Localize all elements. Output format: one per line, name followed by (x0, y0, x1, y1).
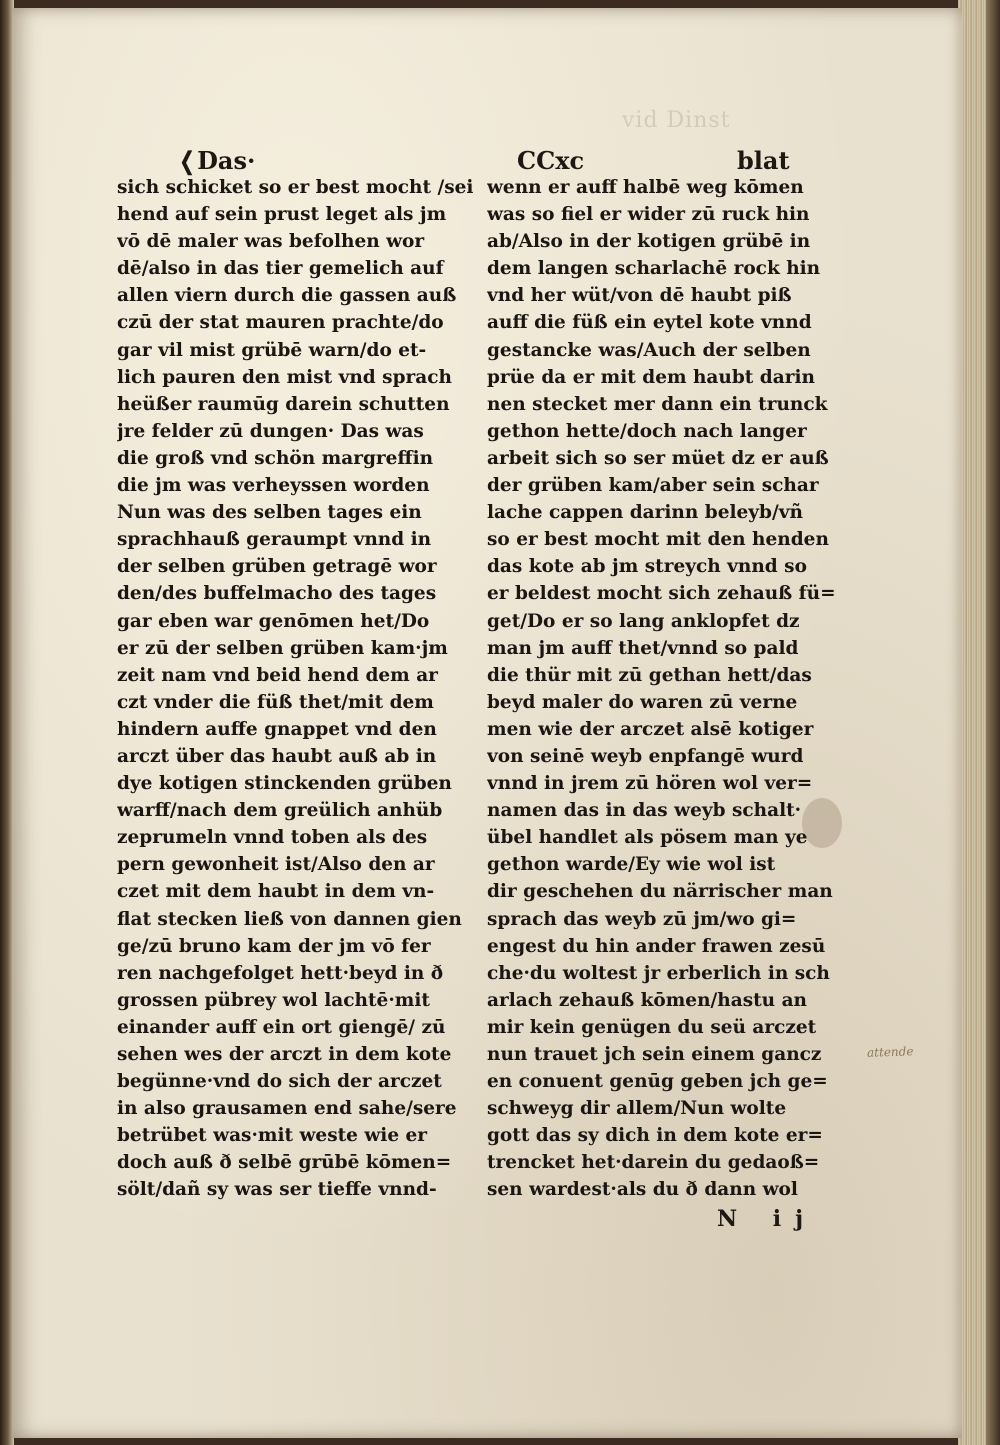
right-text-column (487, 174, 837, 1204)
text-line: arlach zehauß kōmen/hastu an (487, 989, 808, 1011)
text-line: mir kein genügen du seü arczet (487, 1016, 817, 1038)
marginal-note: attende (866, 1044, 914, 1060)
text-line: beyd maler do waren zū verne (487, 691, 798, 713)
text-line: vnnd in jrem zū hören wol ver= (487, 773, 813, 795)
text-line: sprachhauß geraumpt vnnd in (117, 529, 432, 551)
text-line: dē/also in das tier gemelich auf (117, 258, 444, 280)
text-line: der grüben kam/aber sein schar (487, 475, 819, 497)
text-line: in also grausamen end sahe/sere (117, 1098, 457, 1120)
text-line: der selben grüben getragē wor (117, 556, 437, 578)
text-line: hend auf sein prust leget als jm (117, 204, 447, 226)
text-line: doch auß ð selbē grūbē kōmen= (117, 1152, 452, 1174)
text-line: jre felder zū dungen· Das was (117, 420, 424, 442)
page-edges (958, 0, 1000, 1445)
text-line: schweyg dir allem/Nun wolte (487, 1098, 787, 1120)
text-line: heüßer raumūg darein schutten (117, 393, 450, 415)
text-line: gethon hette/doch nach langer (487, 420, 807, 442)
text-line: flat stecken ließ von dannen gien (117, 908, 462, 930)
text-line: dye kotigen stinckenden grüben (117, 773, 452, 795)
text-line: men wie der arczet alsē kotiger (487, 718, 814, 740)
text-line: sprach das weyb zū jm/wo gi= (487, 908, 797, 930)
text-line: gar vil mist grübē warn/do et- (117, 339, 427, 361)
text-line: zeit nam vnd beid hend dem ar (117, 664, 438, 686)
text-line: arczt über das haubt auß ab in (117, 745, 437, 767)
text-line: arbeit sich so ser müet dz er auß (487, 447, 829, 469)
signature-mark: N ij (717, 1206, 818, 1232)
text-line: begünne·vnd do sich der arczet (117, 1071, 442, 1093)
text-line: sich schicket so er best mocht /sei (117, 177, 474, 198)
text-line: übel handlet als pösem man ye (487, 827, 808, 849)
text-line: ren nachgefolget hett·beyd in ð (117, 962, 444, 984)
text-line: grossen pübrey wol lachtē·mit (117, 989, 430, 1011)
paper-stain (802, 798, 842, 848)
text-line: ge/zū bruno kam der jm vō fer (117, 935, 431, 957)
text-line: Nun was des selben tages ein (117, 502, 422, 524)
text-line: gestancke was/Auch der selben (487, 339, 811, 361)
text-line: lich pauren den mist vnd sprach (117, 366, 452, 388)
text-line: vnd her wüt/von dē haubt piß (487, 285, 792, 307)
text-line: ab/Also in der kotigen grübē in (487, 231, 811, 253)
text-line: gar eben war genōmen het/Do (117, 610, 430, 632)
text-line: nen stecket mer dann ein trunck (487, 393, 828, 415)
left-text-column (117, 174, 479, 1204)
text-line: gott das sy dich in dem kote er= (487, 1125, 823, 1147)
text-line: vō dē maler was befolhen wor (117, 231, 425, 253)
text-line: prüe da er mit dem haubt darin (487, 366, 815, 388)
text-line: namen das in das weyb schalt· (487, 800, 802, 822)
text-line: er beldest mocht sich zehauß fü= (487, 583, 836, 605)
text-line: wenn er auff halbē weg kōmen (487, 177, 804, 198)
text-line: einander auff ein ort giengē/ zū (117, 1016, 446, 1038)
text-line: die jm was verheyssen worden (117, 475, 430, 497)
header-section-mark: ❬Das· (177, 146, 256, 175)
text-line: dir geschehen du närrischer man (487, 881, 833, 903)
text-line: den/des buffelmacho des tages (117, 583, 437, 605)
text-line: lache cappen darinn beleyb/vñ (487, 502, 803, 524)
text-line: so er best mocht mit den henden (487, 529, 829, 551)
text-line: czt vnder die füß thet/mit dem (117, 691, 434, 713)
text-line: das kote ab jm streych vnnd so (487, 556, 807, 578)
text-line: die thür mit zū gethan hett/das (487, 664, 812, 686)
text-line: zeprumeln vnnd toben als des (117, 827, 428, 849)
text-line: engest du hin ander frawen zesū (487, 935, 826, 957)
text-line: czet mit dem haubt in dem vn- (117, 881, 435, 903)
text-line: nun trauet jch sein einem gancz (487, 1044, 822, 1065)
text-line: dem langen scharlachē rock hin (487, 258, 821, 280)
text-line: en conuent genūg geben jch ge= (487, 1071, 828, 1093)
text-line: was so fiel er wider zū ruck hin (487, 204, 810, 226)
book-page (12, 8, 962, 1438)
text-line: auff die füß ein eytel kote vnnd (487, 312, 812, 334)
header-folio-number: CCxc (517, 146, 585, 175)
text-line: che·du woltest jr erberlich in sch (487, 962, 830, 984)
text-line: gethon warde/Ey wie wol ist (487, 854, 776, 876)
text-line: get/Do er so lang anklopfet dz (487, 610, 800, 632)
text-line: pern gewonheit ist/Also den ar (117, 854, 435, 876)
text-line: betrübet was·mit weste wie er (117, 1125, 428, 1147)
text-line: man jm auff thet/vnnd so pald (487, 637, 799, 659)
text-line: warff/nach dem greülich anhüb (117, 800, 443, 822)
text-line: czū der stat mauren prachte/do (117, 312, 444, 334)
text-line: von seinē weyb enpfangē wurd (487, 745, 804, 767)
show-through-text: vid Dinst (622, 108, 731, 133)
text-line: die groß vnd schön margreffin (117, 447, 434, 469)
text-line: trencket het·darein du gedaoß= (487, 1152, 820, 1174)
header-blat: blat (737, 146, 790, 175)
text-line: sölt/dañ sy was ser tieffe vnnd- (117, 1179, 437, 1201)
text-line: sehen wes der arczt in dem kote (117, 1044, 452, 1065)
text-line: sen wardest·als du ð dann wol (487, 1179, 798, 1201)
text-line: hindern auffe gnappet vnd den (117, 718, 437, 740)
text-line: er zū der selben grüben kam·jm (117, 637, 448, 659)
text-line: allen viern durch die gassen auß (117, 285, 457, 307)
